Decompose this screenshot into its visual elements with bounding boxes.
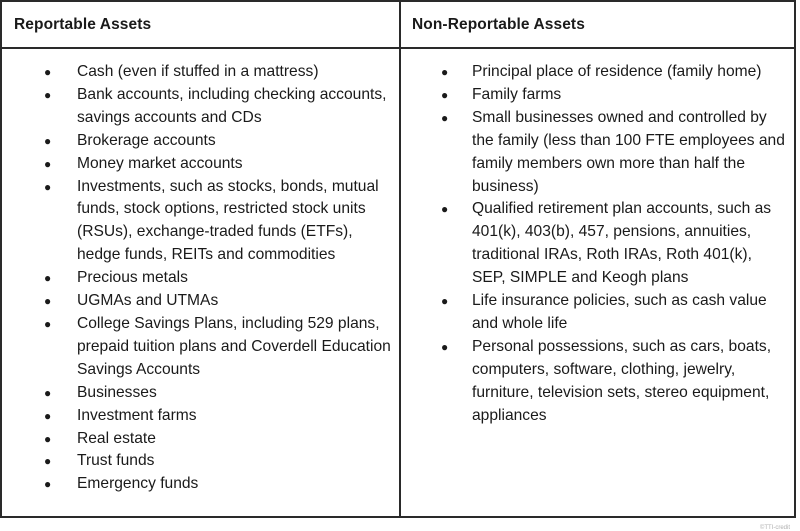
list-item-text: Family farms (472, 85, 562, 103)
list-item-text: Brokerage accounts (77, 131, 216, 149)
bullet-icon: ● (441, 110, 449, 125)
list-item-text: Emergency funds (77, 475, 199, 493)
list-item (400, 84, 793, 107)
bullet-icon: ● (44, 87, 52, 102)
header-non-reportable-assets: Non-Reportable Assets (412, 15, 585, 33)
list-item (2, 176, 397, 268)
list-item-text: Money market accounts (77, 154, 243, 172)
bullet-icon: ● (441, 65, 449, 79)
list-item (400, 336, 793, 428)
bullet-icon: ● (44, 454, 52, 469)
bullet-icon: ● (44, 156, 52, 171)
list-item-text: Investment farms (77, 406, 197, 424)
list-item-text: Investments, such as stocks, bonds, mutual funds, stock options, restricted stock units (RSUs), exchange-traded funds (ETFs), hedge funds, REITs and commodities (77, 177, 379, 264)
bullet-icon: ● (44, 385, 52, 400)
bullet-icon: ● (441, 202, 449, 217)
bullet-icon: ● (44, 179, 52, 194)
header-reportable-assets: Reportable Assets (14, 15, 152, 33)
list-item (2, 405, 397, 428)
list-item-text: College Savings Plans, including 529 plans, prepaid tuition plans and Coverdell Education Savings Accounts (77, 314, 391, 378)
bullet-icon: ● (441, 294, 449, 309)
list-item-text: Principal place of residence (family home) (472, 63, 762, 80)
bullet-icon: ● (44, 431, 52, 446)
bullet-icon: ● (44, 271, 52, 286)
list-item (400, 107, 793, 199)
list-item (400, 290, 793, 336)
bullet-icon: ● (441, 87, 449, 102)
bullet-icon: ● (44, 133, 52, 148)
list-item-text: UGMAs and UTMAs (77, 292, 219, 310)
list-item-text: Cash (even if stuffed in a mattress) (77, 63, 319, 80)
list-item (2, 382, 397, 405)
list-item (2, 313, 397, 382)
reportable-assets-list (2, 61, 397, 496)
bullet-icon: ● (44, 408, 52, 423)
list-item-text: Businesses (77, 383, 157, 401)
header-rule (2, 47, 794, 49)
bullet-icon: ● (441, 339, 449, 354)
bullet-icon: ● (44, 65, 52, 79)
list-item (2, 267, 397, 290)
list-item-text: Real estate (77, 429, 156, 447)
list-item (400, 198, 793, 290)
list-item (2, 428, 397, 451)
list-item (2, 153, 397, 176)
list-item (2, 84, 397, 130)
list-item (2, 61, 397, 84)
list-item (2, 450, 397, 473)
bullet-icon: ● (44, 316, 52, 331)
list-item-text: Personal possessions, such as cars, boats, computers, software, clothing, jewelry, furniture, television sets, stereo equipment, appliances (472, 337, 772, 424)
non-reportable-assets-list (400, 61, 793, 428)
list-item-text: Qualified retirement plan accounts, such as 401(k), 403(b), 457, pensions, annuities, traditional IRAs, Roth IRAs, Roth 401(k), SEP, SIMPLE and Keogh plans (472, 200, 772, 287)
list-item (2, 290, 397, 313)
list-item (400, 61, 793, 84)
list-item-text: Precious metals (77, 269, 188, 287)
list-item-text: Bank accounts, including checking accounts, savings accounts and CDs (77, 85, 387, 126)
list-item (2, 473, 397, 496)
list-item-text: Trust funds (77, 452, 155, 470)
bullet-icon: ● (44, 294, 52, 309)
watermark: ©TTI-credit (759, 525, 790, 531)
list-item-text: Small businesses owned and controlled by the family (less than 100 FTE employees and family members own more than half the business) (472, 108, 785, 195)
list-item-text: Life insurance policies, such as cash value and whole life (472, 292, 767, 332)
bullet-icon: ● (44, 477, 52, 492)
list-item (2, 130, 397, 153)
